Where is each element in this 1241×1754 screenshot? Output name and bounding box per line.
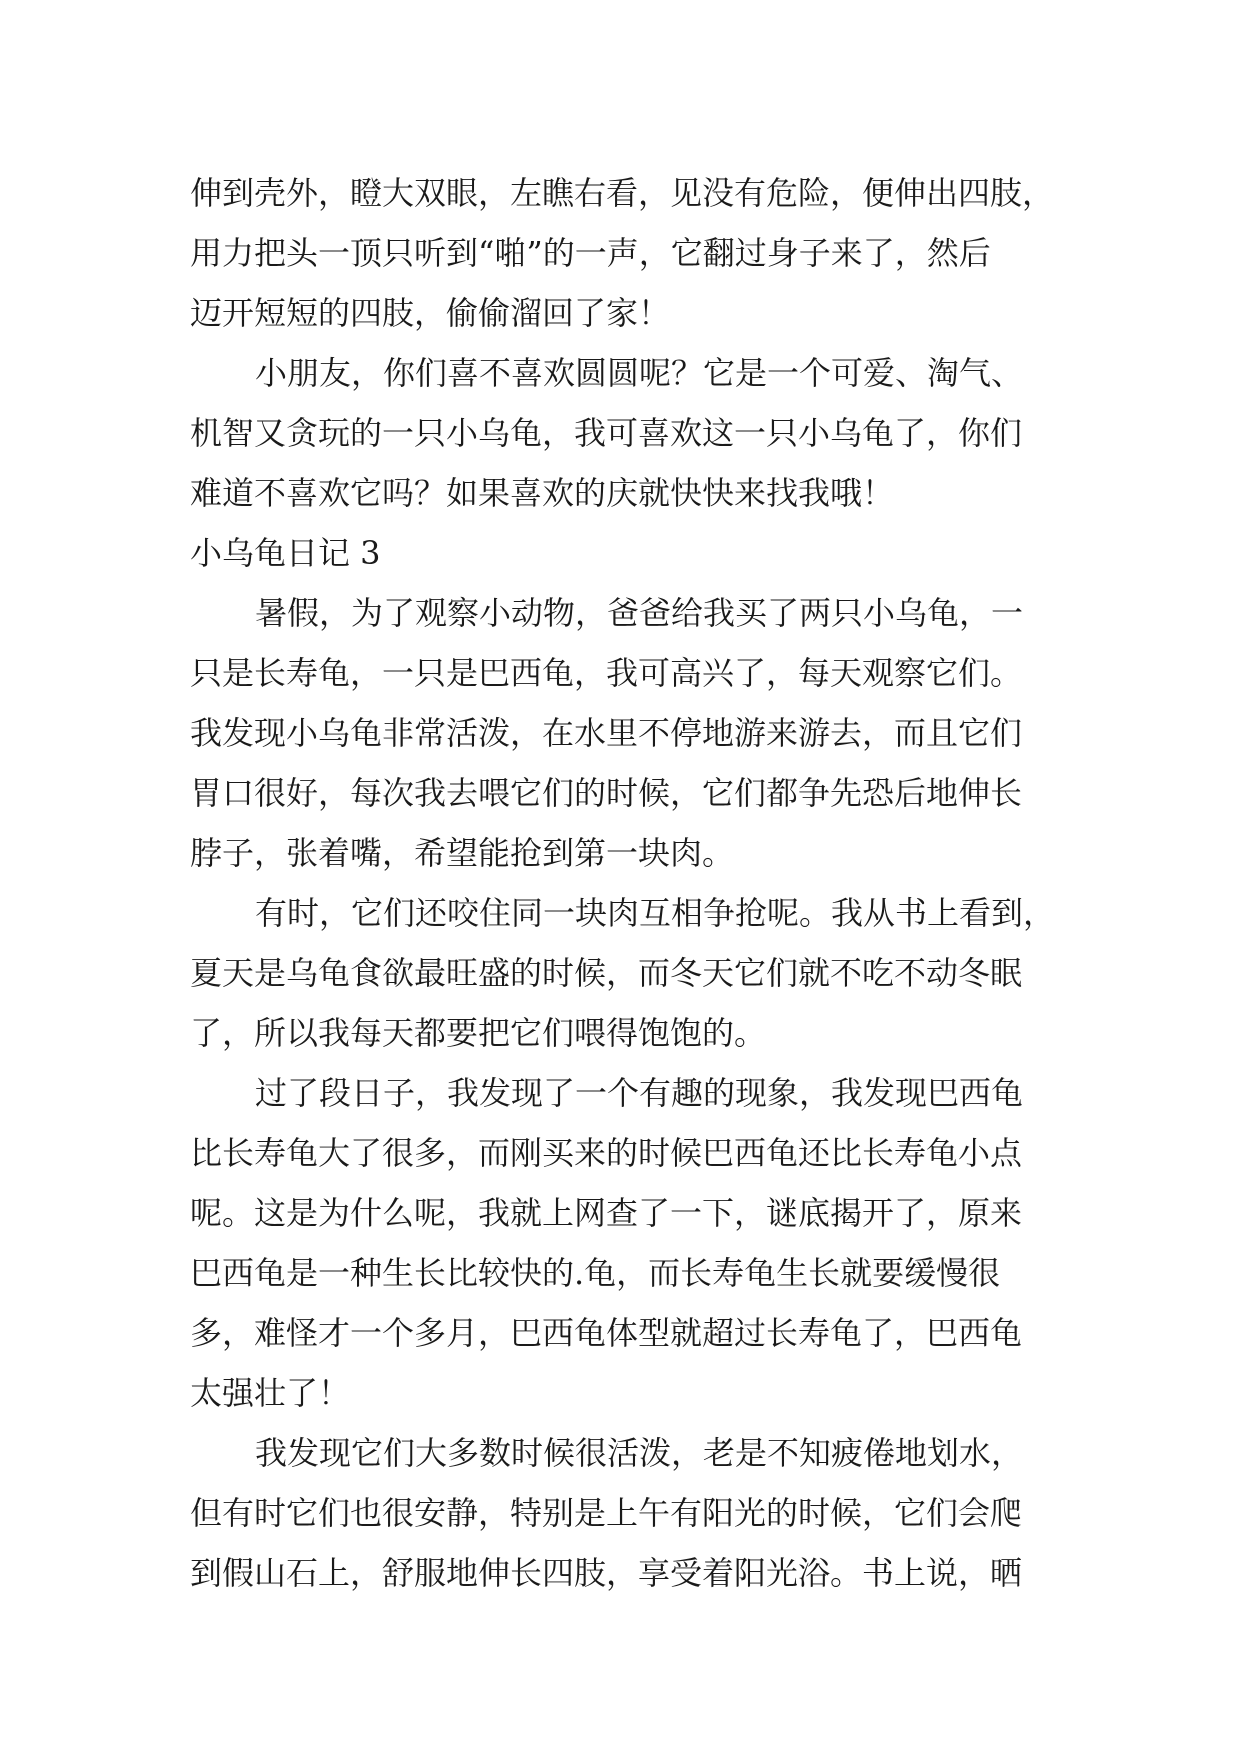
text-line: 只是长寿龟，一只是巴西龟，我可高兴了，每天观察它们。 (190, 654, 1023, 692)
text-line: 脖子，张着嘴，希望能抢到第一块肉。 (190, 834, 735, 872)
text-line: 多，难怪才一个多月，巴西龟体型就超过长寿龟了，巴西龟 (190, 1314, 1023, 1352)
text-line: 用力把头一顶只听到“啪”的一声，它翻过身子来了，然后 (190, 234, 991, 272)
section-heading (190, 523, 1080, 583)
text-line: 暑假，为了观察小动物，爸爸给我买了两只小乌龟，一 (255, 594, 1024, 632)
text-line: 夏天是乌龟食欲最旺盛的时候，而冬天它们就不吃不动冬眠 (190, 954, 1023, 992)
text-line: 机智又贪玩的一只小乌龟，我可喜欢这一只小乌龟了，你们 (190, 414, 1023, 452)
text-line: 小朋友，你们喜不喜欢圆圆呢？它是一个可爱、淘气、 (255, 354, 1024, 392)
paragraph (190, 1423, 1080, 1603)
text-line: 巴西龟是一种生长比较快的.龟，而长寿龟生长就要缓慢很 (190, 1254, 1001, 1292)
text-line: 但有时它们也很安静，特别是上午有阳光的时候，它们会爬 (190, 1494, 1023, 1532)
paragraph (190, 163, 1080, 343)
paragraph (190, 883, 1080, 1063)
text-line: 难道不喜欢它吗？如果喜欢的庆就快快来找我哦！ (190, 474, 895, 512)
text-line: 有时，它们还咬住同一块肉互相争抢呢。我从书上看到， (255, 894, 1056, 932)
document-body (190, 163, 1080, 1603)
text-line: 太强壮了！ (190, 1374, 351, 1412)
text-line: 比长寿龟大了很多，而刚买来的时候巴西龟还比长寿龟小点 (190, 1134, 1023, 1172)
paragraph (190, 1063, 1080, 1423)
text-line: 过了段日子，我发现了一个有趣的现象，我发现巴西龟 (255, 1074, 1024, 1112)
text-line: 我发现小乌龟非常活泼，在水里不停地游来游去，而且它们 (190, 714, 1023, 752)
text-line: 伸到壳外，瞪大双眼，左瞧右看，见没有危险，便伸出四肢， (190, 174, 1055, 212)
text-line: 胃口很好，每次我去喂它们的时候，它们都争先恐后地伸长 (190, 774, 1023, 812)
paragraph (190, 343, 1080, 523)
text-line: 我发现它们大多数时候很活泼，老是不知疲倦地划水， (255, 1434, 1024, 1472)
paragraph (190, 583, 1080, 883)
text-line: 迈开短短的四肢，偷偷溜回了家！ (190, 294, 671, 332)
heading-text: 小乌龟日记 3 (190, 534, 381, 572)
text-line: 呢。这是为什么呢，我就上网查了一下，谜底揭开了，原来 (190, 1194, 1023, 1232)
text-line: 了，所以我每天都要把它们喂得饱饱的。 (190, 1014, 767, 1052)
text-line: 到假山石上，舒服地伸长四肢，享受着阳光浴。书上说，晒 (190, 1554, 1023, 1592)
